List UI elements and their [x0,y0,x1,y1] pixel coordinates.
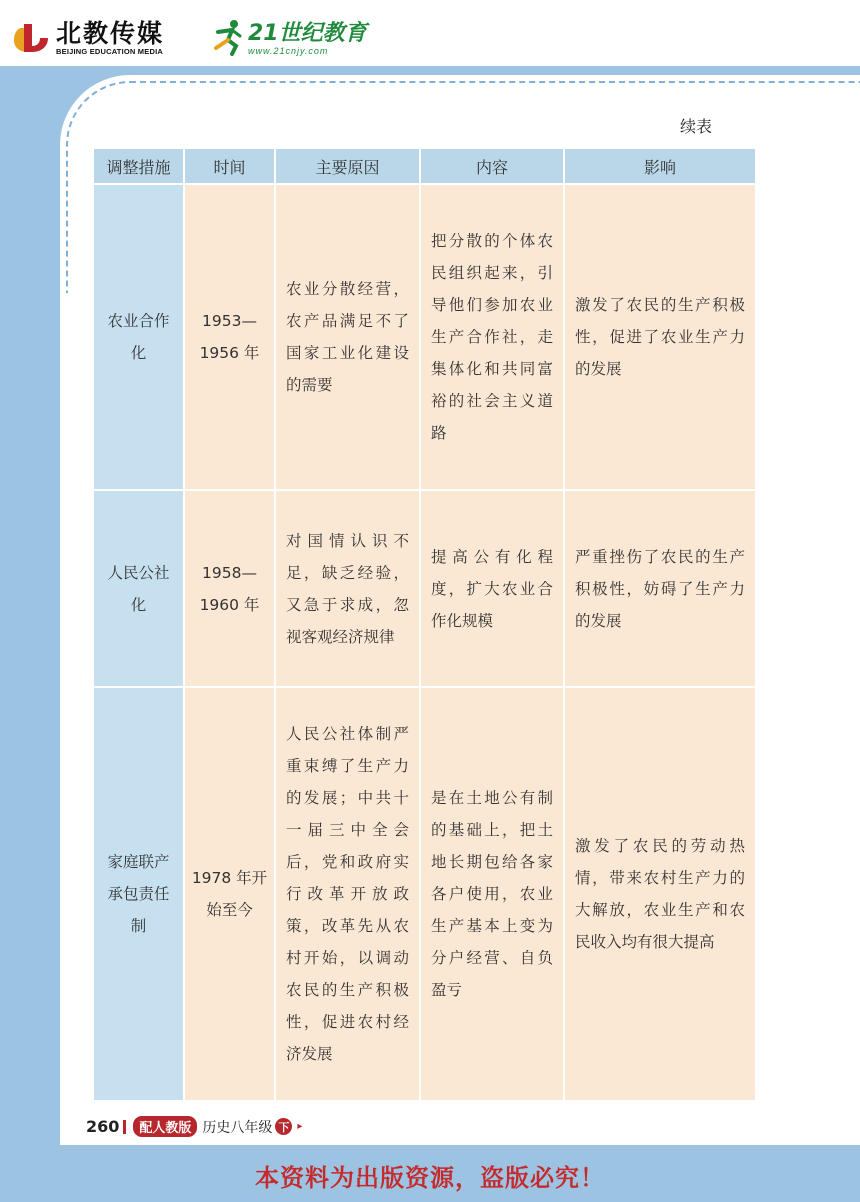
top-header-bar [0,0,860,66]
copyright-notice: 本资料为出版资源，盗版必究！ [255,1164,605,1192]
arrow-right-icon: ▸ [297,1121,303,1132]
runner-icon [210,18,244,60]
column-header: 内容 [421,149,563,183]
time-cell: 1978 年开始至今 [185,688,274,1100]
page-footer [86,1116,302,1137]
column-header: 时间 [185,149,274,183]
publisher-logo-icon [10,18,50,58]
time-cell: 1953—1956 年 [185,185,274,489]
adjustment-table [92,147,757,1102]
publisher-name: 北教传媒 [56,18,165,48]
column-header: 调整措施 [94,149,183,183]
publisher-logo [10,18,164,58]
partner-url: www.21cnjy.com [248,46,329,56]
column-header: 影响 [565,149,755,183]
impact-cell: 激发了农民的生产积极性，促进了农业生产力的发展 [565,185,755,489]
subject-label: 历史八年级 [202,1119,273,1136]
table-header-row [94,149,755,183]
content-cell: 把分散的个体农民组织起来，引导他们参加农业生产合作社，走集体化和共同富裕的社会主义道路 [421,185,563,489]
term-badge: 下 [275,1118,292,1135]
page-number: 260 [86,1117,120,1136]
time-cell: 1958—1960 年 [185,491,274,686]
content-cell: 是在土地公有制的基础上，把土地长期包给各家各户使用，农业生产基本上变为分户经营、自负盈亏 [421,688,563,1100]
partner-logo [210,18,367,60]
measure-name-cell: 农业合作化 [94,185,183,489]
column-header: 主要原因 [276,149,419,183]
content-cell: 提高公有化程度，扩大农业合作化规模 [421,491,563,686]
edition-badge: 配人教版 [133,1116,197,1137]
impact-cell: 激发了农民的劳动热情，带来农村生产力的大解放，农业生产和农民收入均有很大提高 [565,688,755,1100]
impact-cell: 严重挫伤了农民的生产积极性，妨碍了生产力的发展 [565,491,755,686]
reason-cell: 农业分散经营，农产品满足不了国家工业化建设的需要 [276,185,419,489]
table-continued-label: 续表 [680,117,713,136]
publisher-subtitle: BEIJING EDUCATION MEDIA [56,46,163,56]
footer-divider [123,1120,126,1134]
table-row [94,688,755,1100]
partner-name: 21世纪教育 [248,21,367,46]
table-row [94,491,755,686]
measure-name-cell: 人民公社化 [94,491,183,686]
measure-name-cell: 家庭联产承包责任制 [94,688,183,1100]
reason-cell: 对国情认识不足，缺乏经验，又急于求成，忽视客观经济规律 [276,491,419,686]
reason-cell: 人民公社体制严重束缚了生产力的发展；中共十一届三中全会后，党和政府实行改革开放政策，改革先从农村开始，以调动农民的生产积极性，促进农村经济发展 [276,688,419,1100]
table-row [94,185,755,489]
